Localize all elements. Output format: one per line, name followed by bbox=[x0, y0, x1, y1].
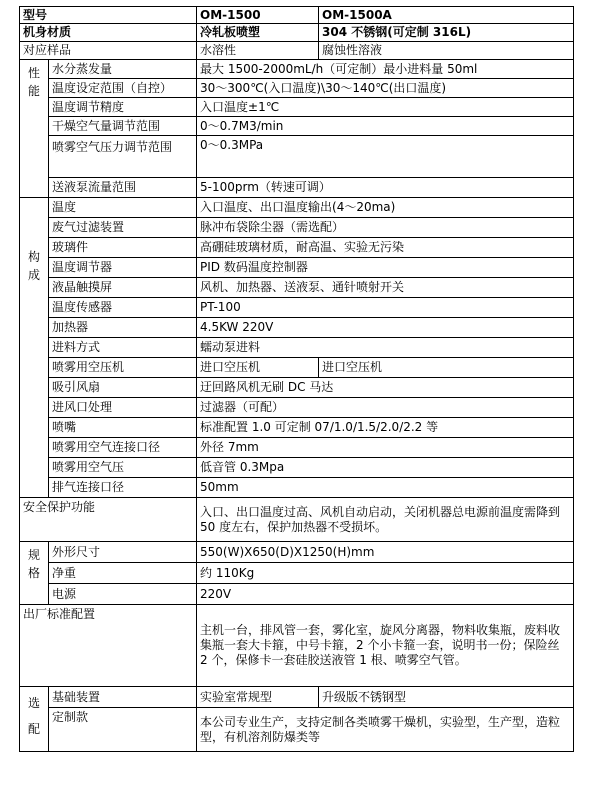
perf-label: 喷雾空气压力调节范围 bbox=[49, 136, 197, 178]
material-b: 304 不锈钢(可定制 316L) bbox=[319, 24, 574, 42]
perf-value: 入口温度±1℃ bbox=[197, 98, 574, 117]
comp-row bbox=[20, 338, 574, 358]
spec-value: 约 110Kg bbox=[197, 563, 574, 584]
comp-label: 排气连接口径 bbox=[49, 478, 197, 498]
perf-value: 0～0.7M3/min bbox=[197, 117, 574, 136]
comp-row bbox=[20, 318, 574, 338]
composition-category: 构成 bbox=[20, 198, 49, 498]
sample-a: 水溶性 bbox=[197, 42, 319, 60]
comp-row bbox=[20, 238, 574, 258]
perf-label: 送液泵流量范围 bbox=[49, 178, 197, 198]
spec-value: 550(W)X650(D)X1250(H)mm bbox=[197, 542, 574, 563]
standard-value: 主机一台，排风管一套，雾化室，旋风分离器，物料收集瓶，废料收集瓶一套大卡箍，中号卡箍，2 个小卡箍一套，说明书一份；保险丝 2 个，保修卡一套硅胶送液管 1 根、喷雾空气管。 bbox=[197, 605, 574, 687]
perf-label: 干燥空气量调节范围 bbox=[49, 117, 197, 136]
spec-table bbox=[19, 6, 574, 752]
comp-label: 加热器 bbox=[49, 318, 197, 338]
options-row bbox=[20, 687, 574, 708]
comp-value-b: 进口空压机 bbox=[319, 358, 574, 378]
comp-value: 低音管 0.3Mpa bbox=[197, 458, 574, 478]
comp-row bbox=[20, 278, 574, 298]
comp-label: 液晶触摸屏 bbox=[49, 278, 197, 298]
material-a: 冷轧板喷塑 bbox=[197, 24, 319, 42]
spec-label: 电源 bbox=[49, 584, 197, 605]
spec-label: 净重 bbox=[49, 563, 197, 584]
comp-row bbox=[20, 258, 574, 278]
comp-value: 50mm bbox=[197, 478, 574, 498]
comp-value: 标准配置 1.0 可定制 07/1.0/1.5/2.0/2.2 等 bbox=[197, 418, 574, 438]
comp-row bbox=[20, 358, 574, 378]
perf-value: 30～300℃(入口温度)\30～140℃(出口温度) bbox=[197, 79, 574, 98]
spec-row bbox=[20, 584, 574, 605]
comp-label: 温度调节器 bbox=[49, 258, 197, 278]
comp-value: 风机、加热器、送液泵、通针喷射开关 bbox=[197, 278, 574, 298]
perf-label: 温度调节精度 bbox=[49, 98, 197, 117]
sample-b: 腐蚀性溶液 bbox=[319, 42, 574, 60]
comp-value: PID 数码温度控制器 bbox=[197, 258, 574, 278]
comp-label: 喷雾用空压机 bbox=[49, 358, 197, 378]
comp-label: 温度 bbox=[49, 198, 197, 218]
perf-value: 最大 1500-2000mL/h（可定制）最小进料量 50ml bbox=[197, 60, 574, 79]
comp-label: 喷嘴 bbox=[49, 418, 197, 438]
spec-row bbox=[20, 563, 574, 584]
comp-value: 迂回路风机无刷 DC 马达 bbox=[197, 378, 574, 398]
comp-value: 入口温度、出口温度输出(4～20ma) bbox=[197, 198, 574, 218]
options-category: 选配 bbox=[20, 687, 49, 752]
perf-row bbox=[20, 79, 574, 98]
safety-row bbox=[20, 498, 574, 542]
comp-row bbox=[20, 478, 574, 498]
spec-label: 外形尺寸 bbox=[49, 542, 197, 563]
comp-value: 高硼硅玻璃材质，耐高温、实验无污染 bbox=[197, 238, 574, 258]
comp-label: 喷雾用空气连接口径 bbox=[49, 438, 197, 458]
comp-value: PT-100 bbox=[197, 298, 574, 318]
comp-row bbox=[20, 438, 574, 458]
perf-row bbox=[20, 178, 574, 198]
comp-label: 玻璃件 bbox=[49, 238, 197, 258]
comp-label: 进料方式 bbox=[49, 338, 197, 358]
perf-value: 5-100prm（转速可调） bbox=[197, 178, 574, 198]
material-row bbox=[20, 24, 574, 42]
perf-value: 0～0.3MPa bbox=[197, 136, 574, 178]
perf-label: 水分蒸发量 bbox=[49, 60, 197, 79]
comp-label: 废气过滤装置 bbox=[49, 218, 197, 238]
sample-label: 对应样品 bbox=[20, 42, 197, 60]
options-label: 基础装置 bbox=[49, 687, 197, 708]
comp-label: 温度传感器 bbox=[49, 298, 197, 318]
options-value-b: 升级版不锈钢型 bbox=[319, 687, 574, 708]
options-row bbox=[20, 708, 574, 752]
safety-label: 安全保护功能 bbox=[20, 498, 197, 542]
options-value: 本公司专业生产，支持定制各类喷雾干燥机，实验型，生产型，造粒型，有机溶剂防爆类等 bbox=[197, 708, 574, 752]
comp-value: 蠕动泵进料 bbox=[197, 338, 574, 358]
comp-label: 吸引风扇 bbox=[49, 378, 197, 398]
spec-value: 220V bbox=[197, 584, 574, 605]
header-row bbox=[20, 7, 574, 24]
perf-label: 温度设定范围（自控） bbox=[49, 79, 197, 98]
perf-row bbox=[20, 98, 574, 117]
options-value-a: 实验室常规型 bbox=[197, 687, 319, 708]
material-label: 机身材质 bbox=[20, 24, 197, 42]
comp-row bbox=[20, 458, 574, 478]
comp-label: 喷雾用空气压 bbox=[49, 458, 197, 478]
model-a-header: OM-1500 bbox=[197, 7, 319, 24]
comp-row bbox=[20, 398, 574, 418]
comp-row bbox=[20, 198, 574, 218]
comp-label: 进风口处理 bbox=[49, 398, 197, 418]
model-b-header: OM-1500A bbox=[319, 7, 574, 24]
comp-row bbox=[20, 418, 574, 438]
perf-row bbox=[20, 136, 574, 178]
comp-row bbox=[20, 298, 574, 318]
safety-value: 入口、出口温度过高、风机自动启动，关闭机器总电源前温度需降到 50 度左右，保护加热器不受损坏。 bbox=[197, 498, 574, 542]
spec-row bbox=[20, 542, 574, 563]
comp-row bbox=[20, 378, 574, 398]
sample-row bbox=[20, 42, 574, 60]
standard-row bbox=[20, 605, 574, 687]
comp-value: 过滤器（可配） bbox=[197, 398, 574, 418]
comp-value-a: 进口空压机 bbox=[197, 358, 319, 378]
perf-row bbox=[20, 117, 574, 136]
options-label: 定制款 bbox=[49, 708, 197, 752]
comp-row bbox=[20, 218, 574, 238]
comp-value: 脉冲布袋除尘器（需选配） bbox=[197, 218, 574, 238]
header-label: 型号 bbox=[20, 7, 197, 24]
comp-value: 外径 7mm bbox=[197, 438, 574, 458]
comp-value: 4.5KW 220V bbox=[197, 318, 574, 338]
specs-category: 规格 bbox=[20, 542, 49, 605]
perf-row bbox=[20, 60, 574, 79]
standard-label: 出厂标准配置 bbox=[20, 605, 197, 687]
performance-category: 性能 bbox=[20, 60, 49, 198]
